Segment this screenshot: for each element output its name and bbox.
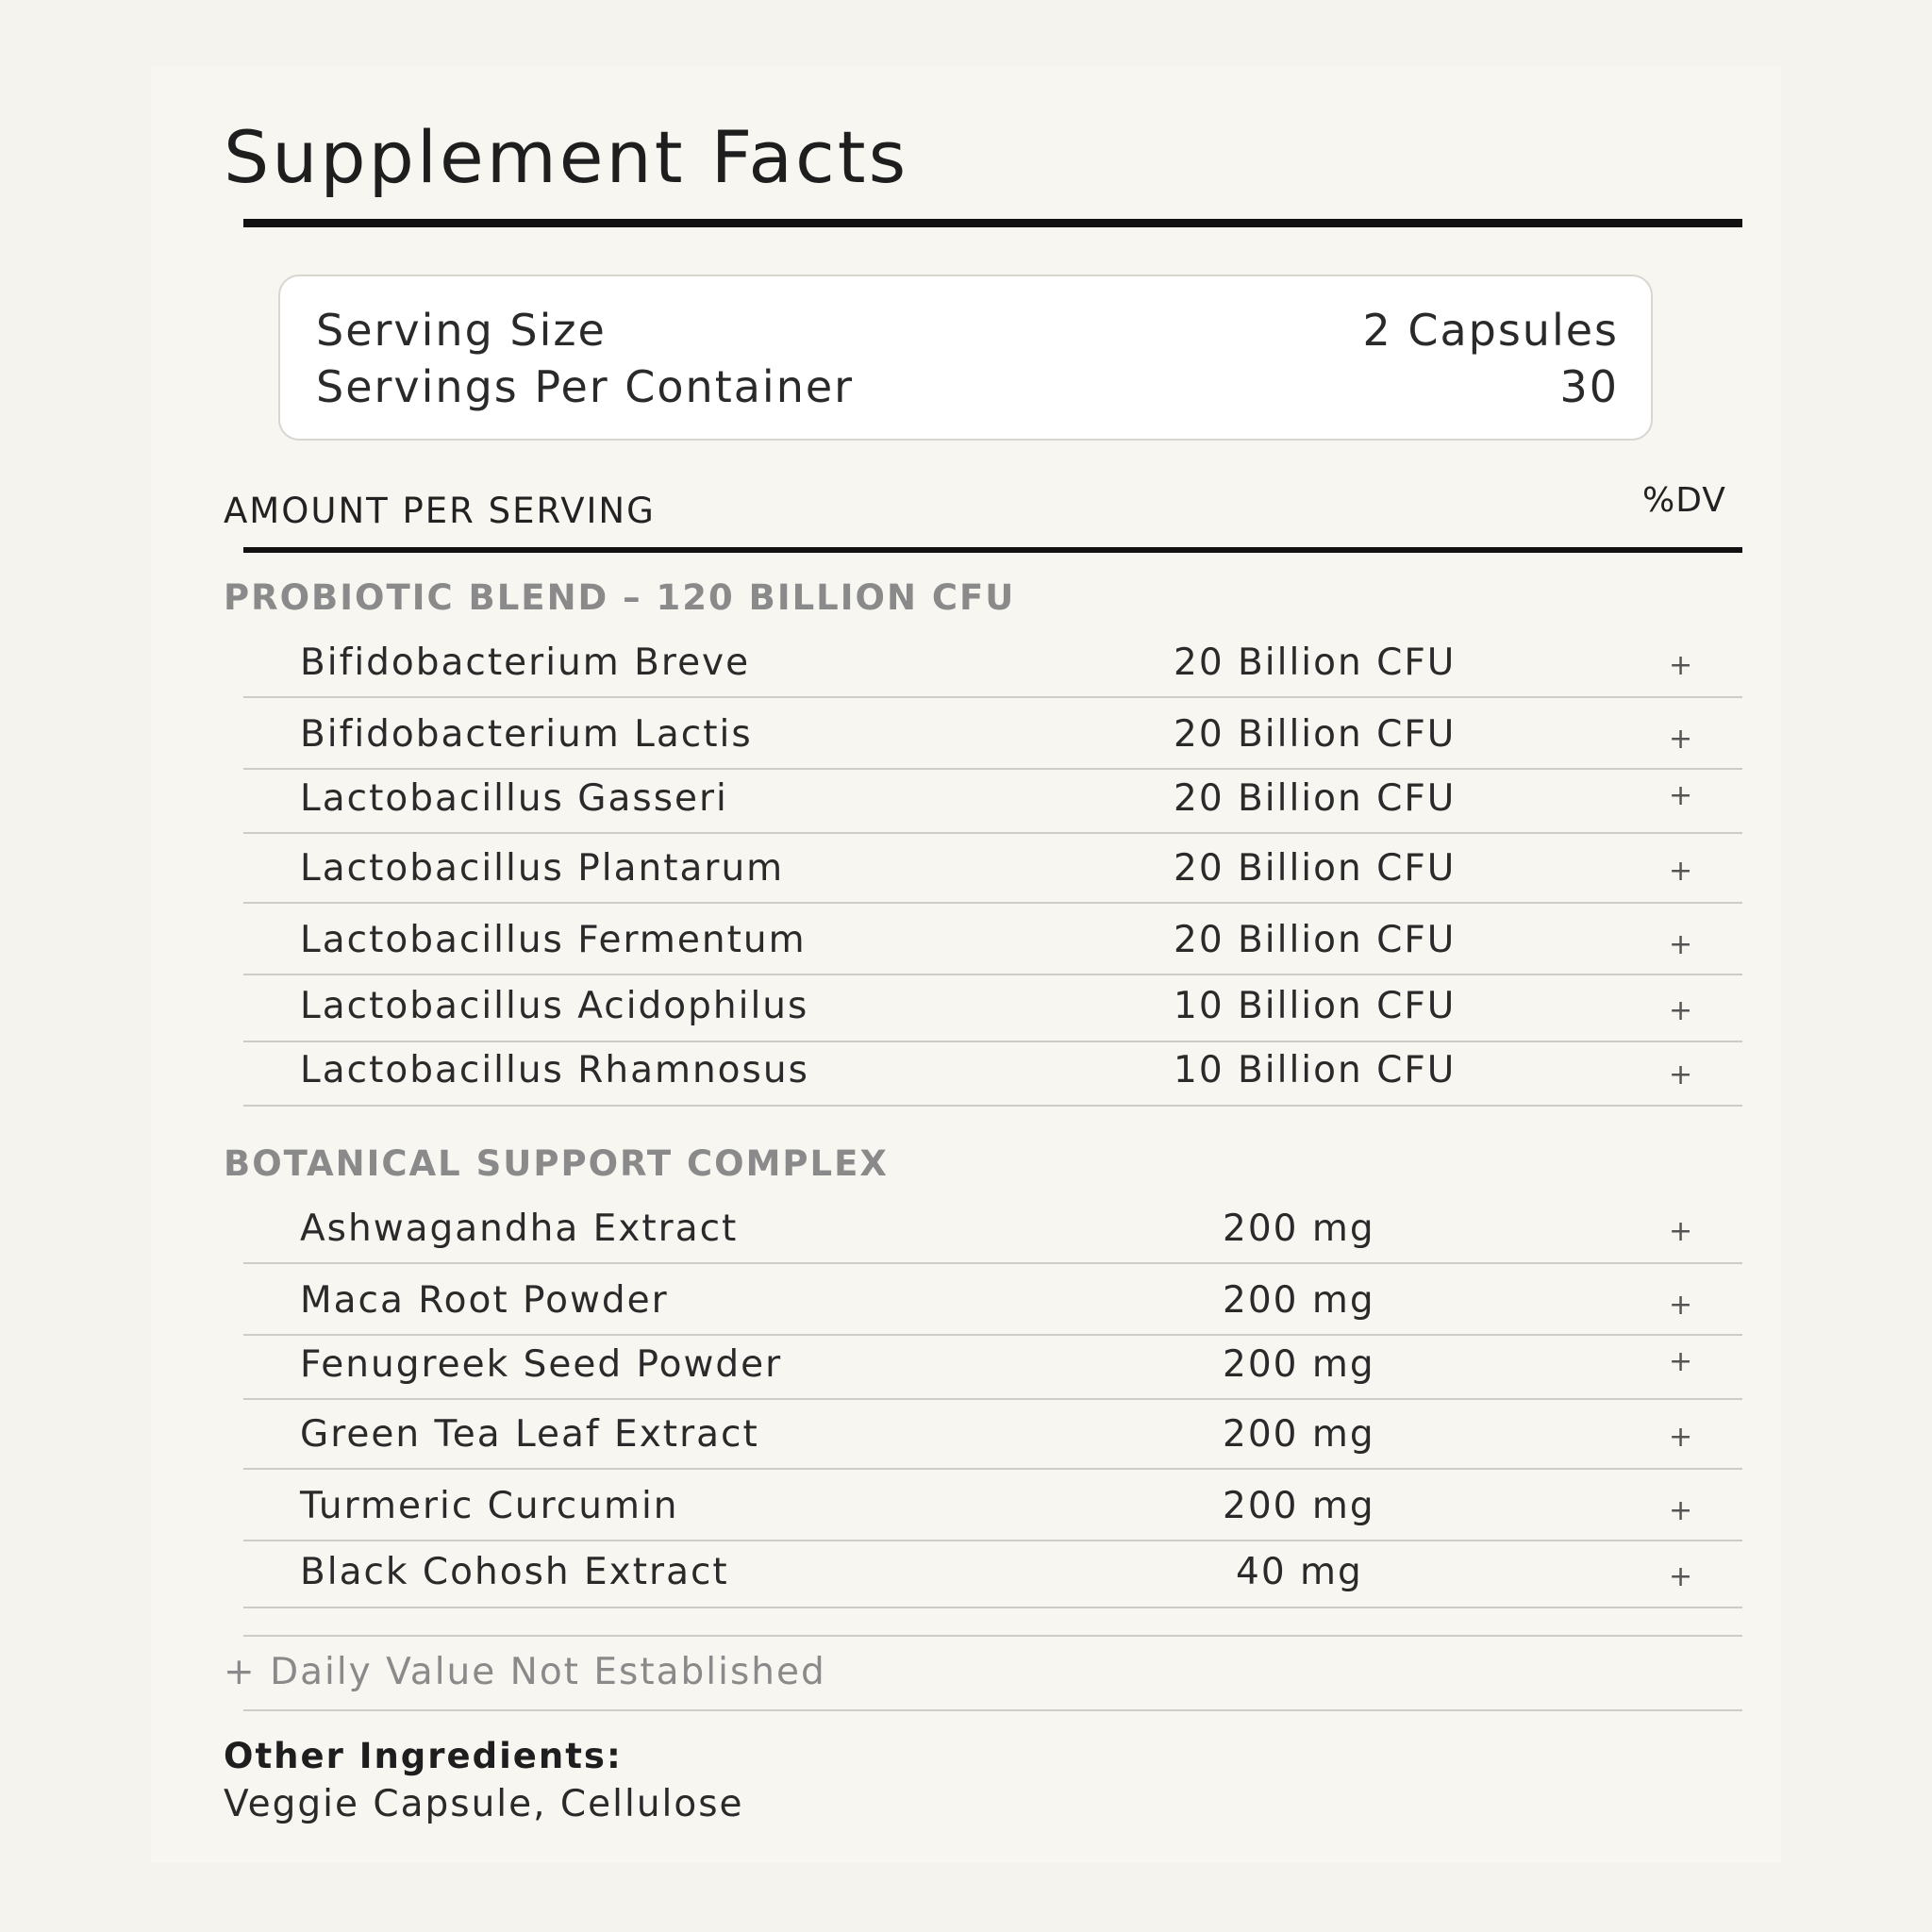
daily-value-header: %DV [1642, 481, 1726, 520]
row-divider [243, 1105, 1742, 1107]
other-ingredients-value: Veggie Capsule, Cellulose [224, 1783, 744, 1825]
ingredient-name: Bifidobacterium Lactis [300, 713, 753, 756]
row-divider [243, 768, 1742, 770]
ingredient-amount: 10 Billion CFU [1174, 985, 1457, 1027]
ingredient-name: Black Cohosh Extract [300, 1551, 729, 1593]
dv-marker: + [1669, 723, 1695, 756]
dv-marker: + [1669, 1289, 1695, 1322]
row-divider [243, 974, 1742, 975]
footnote-divider [243, 1709, 1742, 1711]
ingredient-name: Lactobacillus Plantarum [300, 847, 785, 890]
ingredient-name: Maca Root Powder [300, 1279, 669, 1322]
servings-per-container-row [316, 361, 1619, 412]
row-divider [243, 696, 1742, 698]
title-rule [243, 219, 1742, 227]
dv-marker: + [1669, 855, 1695, 888]
ingredient-amount: 200 mg [1223, 1343, 1375, 1386]
servings-per-container-label: Servings Per Container [316, 361, 855, 412]
ingredient-name: Lactobacillus Gasseri [300, 777, 728, 820]
serving-size-value: 2 Capsules [1362, 305, 1619, 356]
probiotic-blend-heading: PROBIOTIC BLEND – 120 BILLION CFU [224, 577, 1016, 618]
dv-marker: + [1669, 1058, 1695, 1091]
dv-marker: + [1669, 994, 1695, 1027]
ingredient-amount: 20 Billion CFU [1174, 847, 1457, 890]
other-ingredients-label: Other Ingredients: [224, 1736, 623, 1776]
dv-marker: + [1669, 649, 1695, 682]
ingredient-amount: 200 mg [1223, 1485, 1375, 1527]
serving-size-row [316, 305, 1619, 356]
ingredient-name: Green Tea Leaf Extract [300, 1413, 759, 1456]
ingredient-name: Lactobacillus Acidophilus [300, 985, 809, 1027]
ingredient-amount: 200 mg [1223, 1208, 1375, 1250]
daily-value-footnote: + Daily Value Not Established [224, 1651, 826, 1693]
ingredient-amount: 200 mg [1223, 1279, 1375, 1322]
ingredient-name: Lactobacillus Fermentum [300, 919, 807, 961]
row-divider [243, 832, 1742, 834]
servings-per-container-value: 30 [1559, 361, 1619, 412]
row-divider [243, 1540, 1742, 1541]
amount-per-serving-header: AMOUNT PER SERVING [224, 491, 656, 531]
page-title: Supplement Facts [224, 115, 909, 199]
ingredient-name: Fenugreek Seed Powder [300, 1343, 783, 1386]
dv-marker: + [1669, 779, 1695, 812]
dv-marker: + [1669, 1421, 1695, 1454]
row-divider [243, 1334, 1742, 1336]
ingredient-amount: 10 Billion CFU [1174, 1049, 1457, 1091]
row-divider [243, 1041, 1742, 1042]
dv-marker: + [1669, 1215, 1695, 1248]
row-divider [243, 1262, 1742, 1264]
ingredient-name: Bifidobacterium Breve [300, 641, 751, 684]
serving-size-label: Serving Size [316, 305, 607, 356]
ingredient-amount: 40 mg [1236, 1551, 1363, 1593]
dv-marker: + [1669, 1345, 1695, 1378]
ingredient-amount: 20 Billion CFU [1174, 713, 1457, 756]
row-divider [243, 902, 1742, 904]
serving-info-box [278, 275, 1653, 441]
ingredient-amount: 200 mg [1223, 1413, 1375, 1456]
botanical-complex-heading: BOTANICAL SUPPORT COMPLEX [224, 1143, 889, 1184]
row-divider [243, 1607, 1742, 1608]
ingredient-name: Turmeric Curcumin [300, 1485, 679, 1527]
ingredient-name: Lactobacillus Rhamnosus [300, 1049, 809, 1091]
ingredient-name: Ashwagandha Extract [300, 1208, 739, 1250]
dv-marker: + [1669, 928, 1695, 961]
row-divider [243, 1398, 1742, 1400]
row-divider [243, 1468, 1742, 1470]
ingredient-amount: 20 Billion CFU [1174, 919, 1457, 961]
dv-marker: + [1669, 1494, 1695, 1527]
dv-marker: + [1669, 1560, 1695, 1593]
ingredient-amount: 20 Billion CFU [1174, 777, 1457, 820]
section-divider [243, 1635, 1742, 1637]
header-rule [243, 547, 1742, 553]
ingredient-amount: 20 Billion CFU [1174, 641, 1457, 684]
